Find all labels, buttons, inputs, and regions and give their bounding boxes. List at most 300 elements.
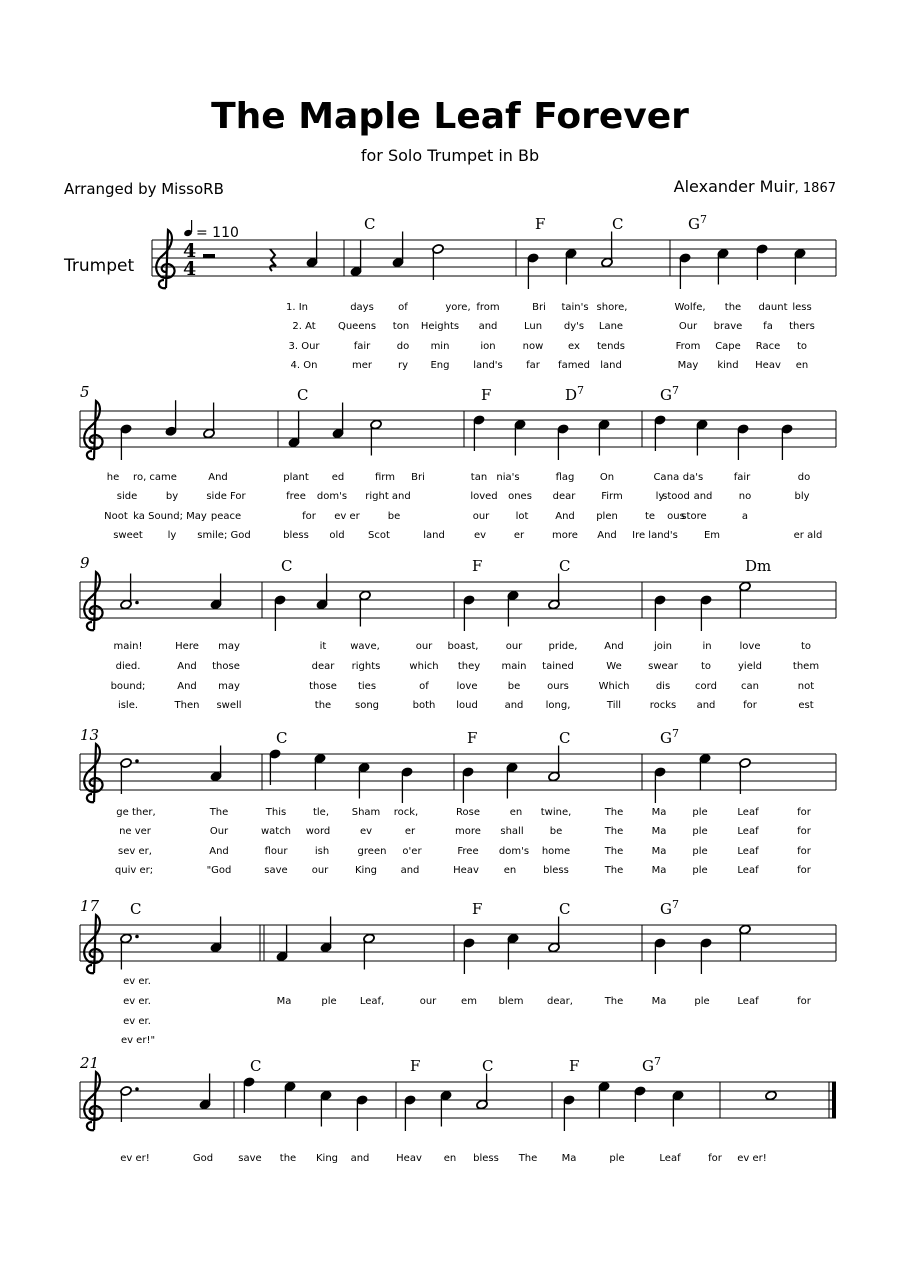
note xyxy=(654,415,666,451)
lyric-syllable: er xyxy=(513,530,525,541)
final-barline-thick xyxy=(832,1082,836,1118)
lyric-syllable: er ald xyxy=(793,530,823,541)
lyric-syllable: from xyxy=(476,302,500,313)
note xyxy=(306,232,318,268)
chord-symbol: F xyxy=(569,1057,580,1075)
lyric-syllable: The xyxy=(604,996,624,1007)
lyric-syllable: for xyxy=(797,865,811,876)
lyric-syllable: Sham xyxy=(351,807,381,818)
note xyxy=(739,581,751,617)
lyric-syllable: for xyxy=(743,700,757,711)
lyric-syllable: This xyxy=(265,807,287,818)
lyric-syllable: Lun xyxy=(523,321,543,332)
lyric-syllable: shore, xyxy=(596,302,628,313)
lyric-syllable: swear xyxy=(648,661,678,672)
note xyxy=(210,917,222,953)
lyric-syllable: tends xyxy=(597,341,625,352)
lyric-syllable: sweet xyxy=(113,530,143,541)
lyric-syllable: be xyxy=(507,681,521,692)
lyric-syllable: On xyxy=(599,472,615,483)
tempo-marking: = 110 xyxy=(196,225,239,241)
arranger-credit: Arranged by MissoRB xyxy=(64,180,224,198)
lyric-syllable: Ma xyxy=(651,996,667,1007)
lyric-syllable: long, xyxy=(545,700,571,711)
lyric-syllable: mer xyxy=(351,360,373,371)
note xyxy=(314,753,326,789)
note-dot xyxy=(135,759,139,763)
lyric-syllable: not xyxy=(797,681,815,692)
note xyxy=(514,419,526,455)
lyric-syllable: ka Sound; May xyxy=(133,511,207,522)
lyric-syllable: Ma xyxy=(561,1153,577,1164)
chord-symbol: C xyxy=(559,729,571,747)
lyric-syllable: right and xyxy=(365,491,411,502)
lyric-syllable: save xyxy=(264,865,288,876)
lyric-syllable: The xyxy=(209,807,229,818)
note xyxy=(699,753,711,789)
lyric-syllable: ev er! xyxy=(120,1153,150,1164)
note xyxy=(359,590,371,626)
note xyxy=(274,595,286,631)
lyric-syllable: main xyxy=(501,661,527,672)
note xyxy=(654,767,666,803)
chord-symbol: F xyxy=(472,900,483,918)
note xyxy=(756,244,768,280)
quarter-rest-icon xyxy=(270,249,276,271)
lyric-syllable: in xyxy=(702,641,712,652)
treble-clef-path xyxy=(84,401,102,459)
note xyxy=(548,746,560,782)
composer-name: Alexander Muir xyxy=(673,177,795,196)
lyric-syllable: loved xyxy=(470,491,498,502)
chord-symbol: C xyxy=(559,900,571,918)
lyric-syllable: for xyxy=(302,511,316,522)
lyric-syllable: less xyxy=(792,302,812,313)
lyric-syllable: bly xyxy=(794,491,810,502)
note xyxy=(679,253,691,289)
lyric-syllable: Our xyxy=(678,321,698,332)
lyric-syllable: ed xyxy=(331,472,345,483)
lyric-syllable: both xyxy=(412,700,436,711)
treble-clef-icon xyxy=(156,230,174,288)
note xyxy=(565,248,577,284)
lyric-syllable: land xyxy=(600,360,622,371)
lyric-syllable: which xyxy=(409,661,439,672)
lyric-syllable: Bri xyxy=(411,472,425,483)
chord-symbol: C xyxy=(250,1057,262,1075)
lyric-syllable: ton xyxy=(392,321,410,332)
lyric-syllable: Leaf xyxy=(737,807,759,818)
note xyxy=(700,938,712,974)
chord-symbol: C xyxy=(612,215,624,233)
lyric-syllable: tle, xyxy=(312,807,330,818)
note xyxy=(463,938,475,974)
lyric-syllable: We xyxy=(606,661,622,672)
lyric-syllable: ple xyxy=(692,846,708,857)
lyric-syllable: twine, xyxy=(540,807,572,818)
lyric-syllable: cord xyxy=(695,681,717,692)
lyric-syllable: rocks xyxy=(649,700,677,711)
chord-symbol: $G^7$ xyxy=(660,727,679,747)
note xyxy=(203,403,215,439)
lyric-syllable: May xyxy=(677,360,699,371)
lyric-syllable: the xyxy=(279,1153,297,1164)
lyric-syllable: kind xyxy=(717,360,739,371)
lyric-syllable: be xyxy=(549,826,563,837)
lyric-syllable: fa xyxy=(763,321,773,332)
lyric-syllable: ev er. xyxy=(123,976,151,987)
lyric-syllable: est xyxy=(798,700,814,711)
treble-clef-icon xyxy=(84,744,102,802)
note xyxy=(717,248,729,284)
note xyxy=(476,1074,488,1110)
lyric-syllable: rock, xyxy=(393,807,419,818)
lyric-syllable: to xyxy=(800,641,812,652)
note xyxy=(598,419,610,455)
lyric-syllable: flag xyxy=(555,472,575,483)
lyric-syllable: 2. At xyxy=(292,321,316,332)
score-title: The Maple Leaf Forever xyxy=(211,96,689,137)
chord-symbol: $G^7$ xyxy=(688,213,707,233)
note xyxy=(700,595,712,631)
chord-symbol: $G^7$ xyxy=(642,1055,661,1075)
lyric-syllable: And xyxy=(597,530,617,541)
lyric-syllable: dis xyxy=(655,681,671,692)
score-subtitle: for Solo Trumpet in Bb xyxy=(360,146,540,165)
lyric-syllable: ly xyxy=(655,491,665,502)
lyric-syllable: he xyxy=(106,472,120,483)
note xyxy=(598,1081,610,1117)
chord-symbol: $G^7$ xyxy=(660,898,679,918)
lyric-syllable: From xyxy=(675,341,701,352)
lyric-syllable: ple xyxy=(692,826,708,837)
note xyxy=(404,1095,416,1131)
chord-symbol: F xyxy=(410,1057,421,1075)
lyric-syllable: The xyxy=(604,865,624,876)
chord-symbol: C xyxy=(482,1057,494,1075)
treble-clef-path xyxy=(84,915,102,973)
lyric-syllable: yore, xyxy=(445,302,471,313)
note xyxy=(432,244,444,280)
note-head xyxy=(765,1090,777,1101)
lyric-syllable: save xyxy=(238,1153,262,1164)
lyric-syllable: home xyxy=(541,846,571,857)
lyric-syllable: And xyxy=(177,681,197,692)
lyric-syllable: te xyxy=(644,511,656,522)
treble-clef-path xyxy=(156,230,174,288)
lyric-syllable: ly xyxy=(167,530,177,541)
lyric-syllable: "God xyxy=(206,865,232,876)
note xyxy=(739,924,751,960)
lyric-syllable: dear, xyxy=(547,996,573,1007)
lyric-syllable: bless xyxy=(283,530,309,541)
note xyxy=(210,574,222,610)
lyric-syllable: no xyxy=(738,491,752,502)
lyric-syllable: ev xyxy=(473,530,487,541)
lyric-syllable: dy's xyxy=(563,321,585,332)
lyric-syllable: en xyxy=(443,1153,457,1164)
lyric-syllable: free xyxy=(286,491,306,502)
lyric-syllable: flour xyxy=(264,846,288,857)
treble-clef-icon xyxy=(84,915,102,973)
lyric-syllable: o'er xyxy=(402,846,422,857)
note xyxy=(463,595,475,631)
note xyxy=(370,419,382,455)
lyric-syllable: King xyxy=(354,865,378,876)
lyric-syllable: and xyxy=(693,491,713,502)
note xyxy=(332,403,344,439)
lyric-syllable: And xyxy=(555,511,575,522)
lyric-syllable: smile; God xyxy=(197,530,251,541)
lyric-syllable: our xyxy=(472,511,490,522)
chord-extension: 7 xyxy=(671,727,679,740)
lyric-syllable: Ma xyxy=(276,996,292,1007)
lyric-syllable: yield xyxy=(738,661,762,672)
lyric-syllable: Wolfe, xyxy=(674,302,706,313)
lyric-syllable: do xyxy=(396,341,410,352)
lyric-syllable: Rose xyxy=(456,807,480,818)
note xyxy=(672,1090,684,1126)
note xyxy=(350,241,362,277)
lyric-syllable: And xyxy=(604,641,624,652)
note xyxy=(120,424,132,460)
lyric-syllable: ties xyxy=(357,681,377,692)
lyric-syllable: our xyxy=(419,996,437,1007)
lyric-syllable: Leaf, xyxy=(359,996,385,1007)
lyric-syllable: ish xyxy=(314,846,330,857)
lyric-syllable: ge ther, xyxy=(116,807,156,818)
lyric-syllable: brave xyxy=(713,321,743,332)
chord-extension: 7 xyxy=(699,213,707,226)
lyric-syllable: more xyxy=(455,826,481,837)
lyric-syllable: ple xyxy=(321,996,337,1007)
lyric-syllable: Ire land's xyxy=(632,530,678,541)
note xyxy=(557,424,569,460)
lyric-syllable: King xyxy=(315,1153,339,1164)
lyric-syllable: the xyxy=(314,700,332,711)
note xyxy=(696,419,708,455)
note xyxy=(392,232,404,268)
lyric-syllable: them xyxy=(792,661,820,672)
note-dot xyxy=(135,1087,139,1091)
note xyxy=(794,248,806,284)
lyric-syllable: by xyxy=(165,491,179,502)
lyric-syllable: of xyxy=(419,681,429,692)
lyric-syllable: tan xyxy=(470,472,488,483)
lyric-syllable: thers xyxy=(789,321,815,332)
lyric-syllable: main! xyxy=(113,641,143,652)
lyric-syllable: God xyxy=(192,1153,214,1164)
lyric-syllable: ous xyxy=(667,511,685,522)
lyric-syllable: plant xyxy=(283,472,309,483)
note xyxy=(120,933,139,969)
instrument-label: Trumpet xyxy=(64,256,135,276)
note xyxy=(654,938,666,974)
lyric-syllable: Ca xyxy=(653,472,667,483)
lyric-syllable: tain's xyxy=(561,302,589,313)
note xyxy=(563,1095,575,1131)
lyric-syllable: do xyxy=(797,472,811,483)
note xyxy=(548,917,560,953)
treble-clef-icon xyxy=(84,1072,102,1130)
note xyxy=(507,590,519,626)
note xyxy=(548,574,560,610)
lyric-syllable: en xyxy=(503,865,517,876)
lyric-syllable: Scot xyxy=(368,530,390,541)
lyric-syllable: and xyxy=(478,321,498,332)
lyric-syllable: Eng xyxy=(430,360,450,371)
lyric-syllable: song xyxy=(354,700,380,711)
lyric-syllable: they xyxy=(457,661,481,672)
note xyxy=(739,758,751,794)
chord-symbol: C xyxy=(297,386,309,404)
lyric-syllable: plen xyxy=(596,511,618,522)
lyric-syllable: Bri xyxy=(532,302,546,313)
lyric-syllable: died. xyxy=(115,661,141,672)
lyric-syllable: Ma xyxy=(651,865,667,876)
lyric-syllable: be xyxy=(387,511,401,522)
lyric-syllable: far xyxy=(526,360,540,371)
lyric-syllable: min xyxy=(430,341,450,352)
chord-extension: 7 xyxy=(577,384,585,397)
half-rest-icon xyxy=(203,254,215,258)
lyric-syllable: pride, xyxy=(548,641,578,652)
chord-symbol: F xyxy=(467,729,478,747)
lyric-syllable: loud xyxy=(456,700,478,711)
lyric-syllable: bound; xyxy=(110,681,146,692)
note xyxy=(210,746,222,782)
note xyxy=(781,424,793,460)
lyric-syllable: Till xyxy=(606,700,622,711)
lyric-syllable: ev xyxy=(359,826,373,837)
note xyxy=(506,762,518,798)
note xyxy=(601,232,613,268)
lyric-syllable: land xyxy=(423,530,445,541)
chord-extension: 7 xyxy=(653,1055,661,1068)
lyric-syllable: ev er!" xyxy=(120,1035,156,1046)
chord-symbol: F xyxy=(481,386,492,404)
note xyxy=(284,1081,296,1117)
lyric-syllable: green xyxy=(357,846,387,857)
lyric-syllable: Heights xyxy=(420,321,460,332)
lyric-syllable: ones xyxy=(508,491,532,502)
lyric-syllable: a xyxy=(741,511,749,522)
lyric-syllable: em xyxy=(461,996,477,1007)
lyric-syllable: to xyxy=(796,341,808,352)
lyric-syllable: rights xyxy=(351,661,381,672)
lyric-syllable: Heav xyxy=(453,865,479,876)
note xyxy=(737,424,749,460)
lyric-syllable: ne ver xyxy=(119,826,151,837)
lyric-syllable: for xyxy=(797,826,811,837)
lyric-syllable: ro, came xyxy=(133,472,177,483)
lyric-syllable: Race xyxy=(755,341,781,352)
measure-number: 9 xyxy=(80,554,90,572)
lyric-syllable: bless xyxy=(543,865,569,876)
note xyxy=(320,917,332,953)
lyric-syllable: en xyxy=(795,360,809,371)
lyric-syllable: those xyxy=(309,681,337,692)
note xyxy=(363,933,375,969)
note xyxy=(165,400,177,436)
lyric-syllable: blem xyxy=(498,996,524,1007)
lyric-syllable: And xyxy=(208,472,228,483)
lyric-syllable: for xyxy=(708,1153,722,1164)
lyric-syllable: our xyxy=(415,641,433,652)
lyric-syllable: our xyxy=(505,641,523,652)
time-signature-bottom: 4 xyxy=(183,258,197,280)
lyric-syllable: lot xyxy=(515,511,529,522)
lyric-syllable: Leaf xyxy=(737,996,759,1007)
lyric-syllable: ex xyxy=(568,341,580,352)
lyric-syllable: The xyxy=(604,846,624,857)
chord-extension: 7 xyxy=(671,384,679,397)
lyric-syllable: word xyxy=(305,826,331,837)
lyric-syllable: Cape xyxy=(715,341,741,352)
lyric-syllable: Lane xyxy=(598,321,624,332)
chord-symbol: C xyxy=(364,215,376,233)
lyric-syllable: ours xyxy=(547,681,569,692)
lyric-syllable: And xyxy=(177,661,197,672)
note xyxy=(288,412,300,448)
lyric-syllable: Here xyxy=(175,641,199,652)
chord-symbol: F xyxy=(535,215,546,233)
lyric-syllable: Which xyxy=(598,681,630,692)
lyric-syllable: swell xyxy=(216,700,242,711)
lyric-syllable: Noot xyxy=(104,511,128,522)
lyric-syllable: 4. On xyxy=(290,360,318,371)
lyric-syllable: Ma xyxy=(651,826,667,837)
lyric-syllable: Leaf xyxy=(659,1153,681,1164)
lyric-syllable: dear xyxy=(552,491,576,502)
note xyxy=(401,767,413,803)
lyric-syllable: nia's xyxy=(496,472,520,483)
chord-symbol: C xyxy=(130,900,142,918)
lyric-syllable: our xyxy=(311,865,329,876)
measure-number: 5 xyxy=(80,383,90,401)
lyric-syllable: of xyxy=(398,302,408,313)
treble-clef-path xyxy=(84,1072,102,1130)
lyric-syllable: er xyxy=(404,826,416,837)
note xyxy=(276,926,288,962)
time-signature-top: 4 xyxy=(183,240,197,262)
lyric-syllable: tained xyxy=(542,661,574,672)
lyric-syllable: more xyxy=(552,530,578,541)
note xyxy=(316,574,328,610)
lyric-syllable: The xyxy=(604,807,624,818)
lyric-syllable: and xyxy=(696,700,716,711)
lyric-syllable: The xyxy=(604,826,624,837)
lyric-syllable: 1. In xyxy=(285,302,309,313)
lyric-syllable: Heav xyxy=(755,360,781,371)
lyric-syllable: join xyxy=(653,641,673,652)
note xyxy=(765,1090,777,1101)
lyric-syllable: isle. xyxy=(117,700,139,711)
note xyxy=(440,1090,452,1126)
lyric-syllable: ev er xyxy=(334,511,360,522)
composition-year: , 1867 xyxy=(794,181,836,196)
lyric-syllable: ion xyxy=(480,341,496,352)
note-dot xyxy=(135,935,139,939)
treble-clef-path xyxy=(84,744,102,802)
chord-symbol: C xyxy=(276,729,288,747)
note xyxy=(269,749,281,785)
lyric-syllable: love xyxy=(739,641,761,652)
lyric-syllable: Our xyxy=(209,826,229,837)
lyric-syllable: ev er! xyxy=(737,1153,767,1164)
treble-clef-icon xyxy=(84,572,102,630)
lyric-syllable: love xyxy=(456,681,478,692)
